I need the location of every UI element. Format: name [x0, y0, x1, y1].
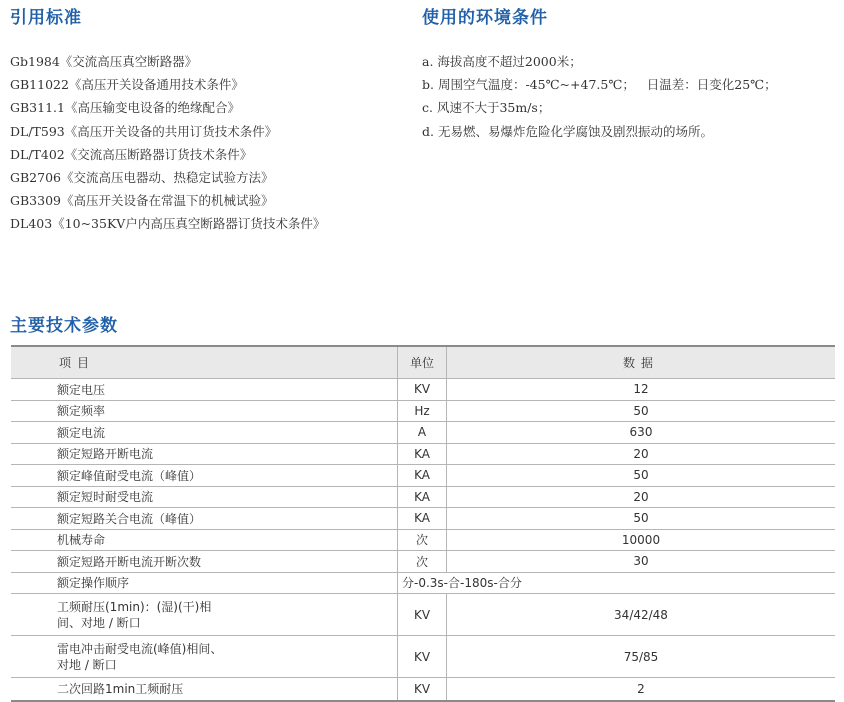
standard-item: DL403《10~35KV户内高压真空断路器订货技术条件》 [10, 216, 326, 232]
table-row [11, 444, 835, 466]
row-value: 75/85 [623, 649, 659, 664]
standards-heading: 引用标准 [10, 8, 82, 28]
row-value: 50 [633, 511, 649, 526]
row-unit: KA [397, 508, 447, 529]
row-item: 额定短时耐受电流 [57, 490, 154, 505]
table-row [11, 487, 835, 509]
standard-item: DL/T402《交流高压断路器订货技术条件》 [10, 146, 253, 162]
table-row [11, 573, 835, 595]
row-unit: KA [397, 487, 447, 508]
standard-item: DL/T593《高压开关设备的共用订货技术条件》 [10, 123, 278, 139]
table-row [11, 379, 835, 401]
row-unit: KV [397, 636, 447, 677]
row-value: 10000 [621, 532, 661, 547]
row-unit: KV [397, 379, 447, 400]
row-value: 50 [633, 468, 649, 483]
table-header-row [11, 347, 835, 379]
params-table [11, 345, 835, 702]
row-value: 30 [633, 554, 649, 569]
row-value: 12 [633, 382, 649, 397]
row-value: 630 [629, 425, 653, 440]
header-unit: 单位 [397, 347, 447, 378]
row-unit: KV [397, 594, 447, 635]
environment-heading: 使用的环境条件 [422, 8, 548, 28]
row-item: 机械寿命 [57, 533, 106, 548]
standard-item: GB3309《高压开关设备在常温下的机械试验》 [10, 193, 274, 209]
table-row [11, 401, 835, 423]
row-merged-value: 分-0.3s-合-180s-合分 [397, 573, 835, 594]
row-value: 34/42/48 [614, 607, 668, 622]
row-unit: 次 [397, 530, 447, 551]
row-item: 额定短路开断电流开断次数 [57, 554, 202, 569]
row-unit: KA [397, 444, 447, 465]
row-item: 额定短路关合电流（峰值） [57, 511, 202, 526]
environment-item: c. 风速不大于35m/s； [422, 100, 551, 116]
table-row [11, 422, 835, 444]
row-item: 额定频率 [57, 404, 106, 419]
table-row [11, 551, 835, 573]
row-item: 二次回路1min工频耐压 [57, 682, 184, 697]
row-value: 2 [637, 681, 645, 696]
row-item: 额定电压 [57, 382, 106, 397]
environment-list [422, 50, 842, 143]
header-item: 项目 [59, 356, 96, 370]
row-unit: A [397, 422, 447, 443]
standard-item: GB311.1《高压输变电设备的绝缘配合》 [10, 100, 240, 116]
row-value: 20 [633, 489, 649, 504]
standard-item: Gb1984《交流高压真空断路器》 [10, 54, 198, 69]
row-unit: KV [397, 678, 447, 700]
row-item: 额定电流 [57, 425, 106, 440]
header-value: 数据 [622, 356, 659, 370]
params-heading: 主要技术参数 [10, 316, 118, 336]
row-item: 额定峰值耐受电流（峰值） [57, 468, 202, 483]
table-row [11, 678, 835, 700]
table-row [11, 508, 835, 530]
row-item: 雷电冲击耐受电流(峰值)相间、 对地 / 断口 [57, 641, 223, 672]
environment-item: b. 周围空气温度：-45℃~+47.5℃； 日温差：日变化25℃； [422, 77, 777, 93]
standards-list [10, 50, 410, 236]
row-item: 额定操作顺序 [57, 576, 130, 591]
standard-item: GB2706《交流高压电器动、热稳定试验方法》 [10, 169, 274, 185]
table-row [11, 594, 835, 636]
standard-item: GB11022《高压开关设备通用技术条件》 [10, 77, 244, 93]
environment-item: a. 海拔高度不超过2000米； [422, 54, 582, 69]
row-value: 20 [633, 446, 649, 461]
table-row [11, 530, 835, 552]
row-item: 工频耐压(1min)：(湿)(干)相 间、对地 / 断口 [57, 599, 212, 630]
row-unit: 次 [397, 551, 447, 572]
row-unit: Hz [397, 401, 447, 422]
table-row [11, 465, 835, 487]
row-unit: KA [397, 465, 447, 486]
row-item: 额定短路开断电流 [57, 447, 154, 462]
row-value: 50 [633, 403, 649, 418]
table-row [11, 636, 835, 678]
environment-item: d. 无易燃、易爆炸危险化学腐蚀及剧烈振动的场所。 [422, 123, 713, 139]
